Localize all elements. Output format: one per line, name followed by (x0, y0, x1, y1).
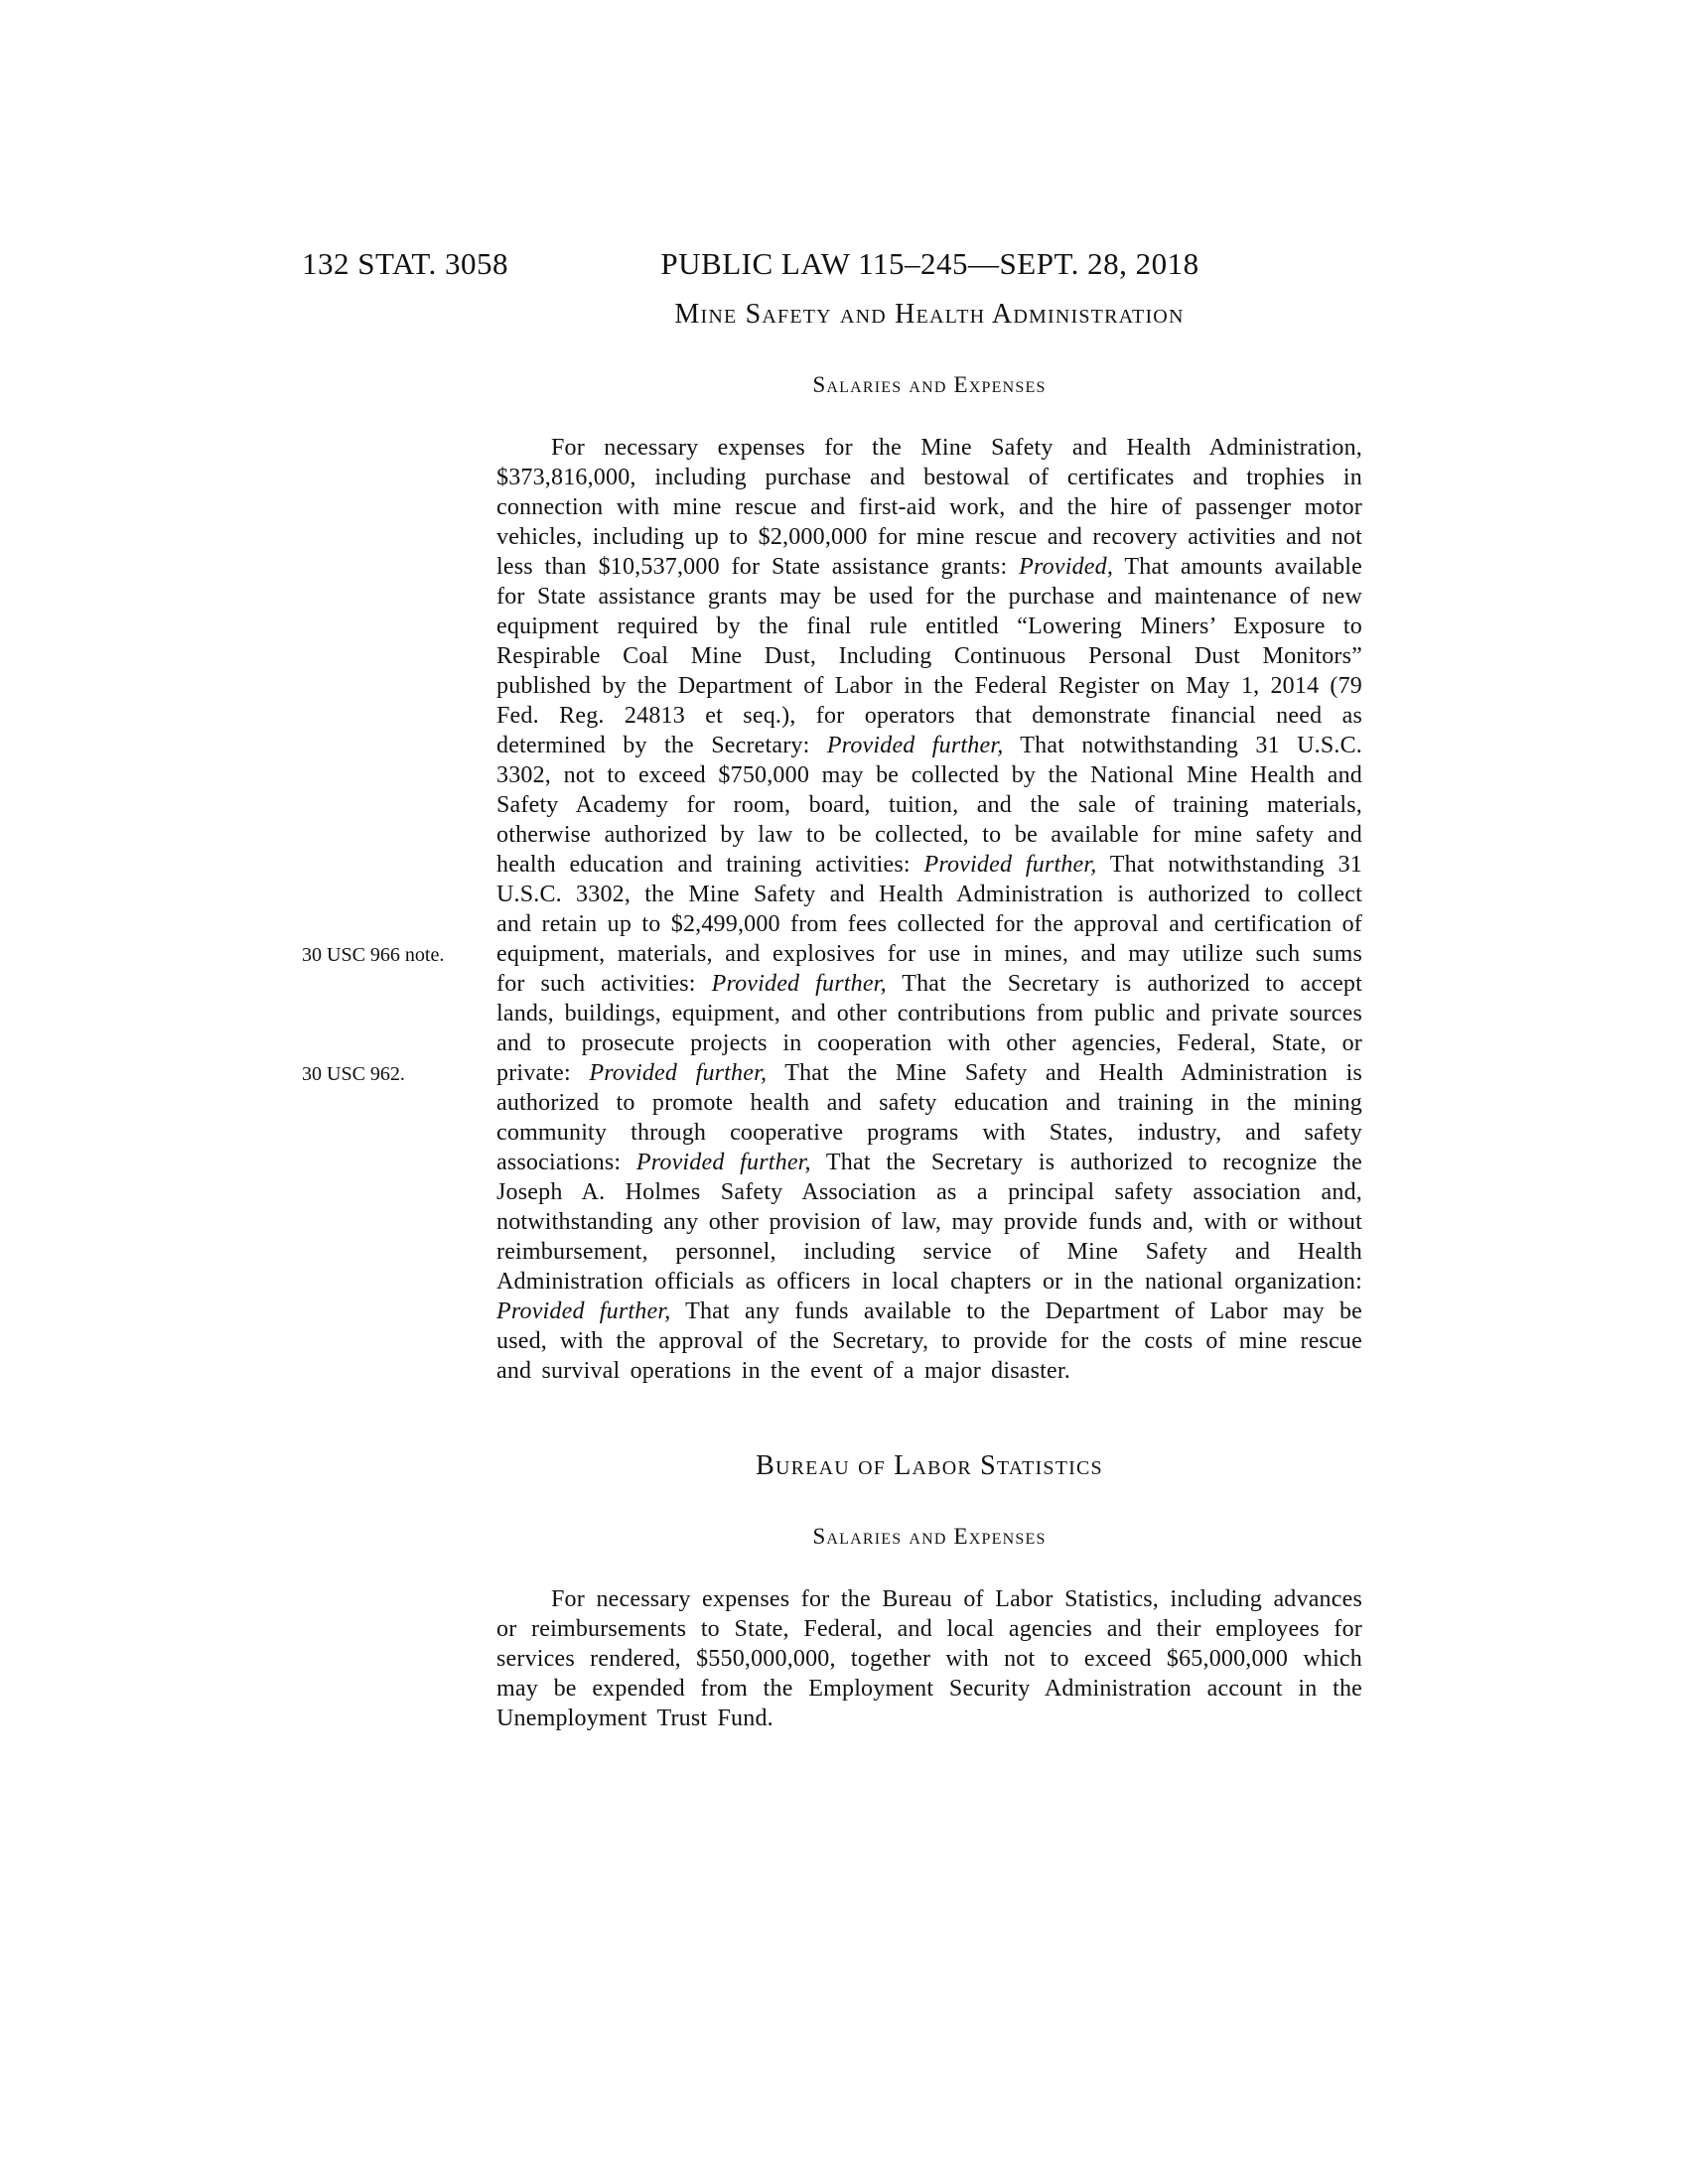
section-bureau-labor-statistics (496, 1449, 1362, 1733)
section-heading-mine-safety: Mine Safety and Health Administration (674, 299, 1185, 330)
paragraph-bls-appropriation: For necessary expenses for the Bureau of Labor Statistics, including advances or reimbursements to State, Federal, and local agencies and their employees for services rendered, $550,000,000, together with not to exceed $65,000,000 which may be expended from the Employment Security Administration account in the Unemployment Trust Fund. (496, 1586, 1362, 1731)
page-body (496, 298, 1362, 1733)
paragraph-msha-appropriation: For necessary expenses for the Mine Safety and Health Administration, $373,816,000, including purchase and bestowal of certificates and trophies in connection with mine rescue and first-aid work, and the hire of passenger motor vehicles, including up to $2,000,000 for mine rescue and recovery activities and not less than $10,537,000 for State assistance grants: Provided, That amounts available for State assistance grants may be used for the purchase and maintenance of new equipment required by the final rule entitled “Lowering Miners’ Exposure to Respirable Coal Mine Dust, Including Continuous Personal Dust Monitors” published by the Department of Labor in the Federal Register on May 1, 2014 (79 Fed. Reg. 24813 et seq.), for operators that demonstrate financial need as determined by the Secretary: Provided further, That notwithstanding 31 U.S.C. 3302, not to exceed $750,000 may be collected by the National Mine Health and Safety Academy for room, board, tuition, and the sale of training materials, otherwise authorized by law to be collected, to be available for mine safety and health education and training activities: Provided further, That notwithstanding 31 U.S.C. 3302, the Mine Safety and Health Administration is authorized to collect and retain up to $2,499,000 from fees collected for the approval and certification of equipment, materials, and explosives for use in mines, and may utilize such sums for such activities: Provided further, That the Secretary is authorized to accept lands, buildings, equipment, and other contributions from public and private sources and to prosecute projects in cooperation with other agencies, Federal, State, or private: Provided further, That the Mine Safety and Health Administration is authorized to promote health and safety education and training in the mining community through cooperative programs with States, industry, and safety associations: Provided further, That the Secretary is authorized to recognize the Joseph A. Holmes Safety Association as a principal safety association and, notwithstanding any other provision of law, may provide funds and, with or without reimbursement, personnel, including service of Mine Safety and Health Administration officials as officers in local chapters or in the national organization: Provided further, That any funds available to the Department of Labor may be used, with the approval of the Secretary, to provide for the costs of mine rescue and survival operations in the event of a major disaster. (496, 435, 1363, 1384)
margin-note-30-usc-966: 30 USC 966 note. (302, 944, 445, 966)
margin-note-30-usc-962: 30 USC 962. (302, 1063, 405, 1085)
public-law-title: PUBLIC LAW 115–245—SEPT. 28, 2018 (660, 246, 1199, 281)
stat-page-number: 132 STAT. 3058 (302, 246, 509, 281)
section-subheading-salaries-expenses-msha: Salaries and Expenses (812, 372, 1047, 397)
section-mine-safety (496, 298, 1362, 1386)
section-subheading-salaries-expenses-bls: Salaries and Expenses (812, 1524, 1047, 1549)
running-head (302, 246, 1363, 286)
section-heading-bureau-labor-statistics: Bureau of Labor Statistics (756, 1450, 1103, 1481)
